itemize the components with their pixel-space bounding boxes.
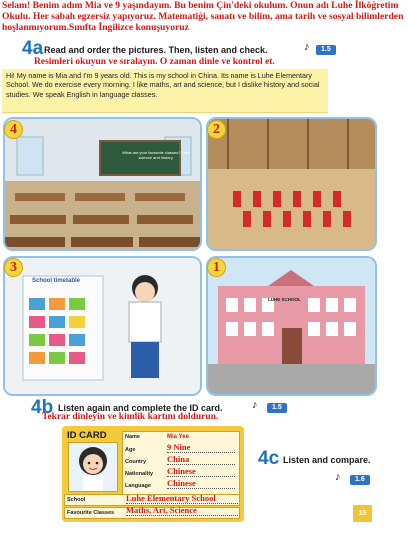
number-badge-gym: 2	[207, 120, 226, 139]
language-label: Language	[125, 483, 151, 489]
country-label: Country	[125, 459, 147, 465]
board-text: What are your favourite classes? I like science and history.	[122, 150, 190, 160]
audio-note-icon[interactable]: ♪	[304, 41, 310, 53]
name-value: Mia Yee	[167, 434, 189, 440]
picture-school-building	[206, 256, 377, 396]
school-sign-text: LUHE SCHOOL	[268, 297, 301, 302]
favourite-classes-label: Favourite Classes	[67, 510, 115, 516]
track-badge-4b[interactable]: 1.5	[267, 403, 287, 413]
timetable-title: School timetable	[32, 278, 81, 284]
section-4a-title: Read and order the pictures. Then, listen and check.	[44, 45, 268, 55]
language-field[interactable]: Chinese	[167, 479, 235, 489]
gym-illustration	[208, 119, 375, 249]
school-building-illustration	[208, 258, 375, 394]
page-number: 15	[353, 505, 372, 522]
section-4b-tag: 4b	[31, 397, 54, 418]
audio-note-icon[interactable]: ♪	[335, 471, 341, 483]
reading-passage: Hi! My name is Mia and I'm 9 years old. This is my school in China. Its name is Luhe Elementary School. We do exercise every morning. I like maths, art and science, but I dislike history and social studies. We speak English in language classes.	[2, 69, 328, 113]
school-field[interactable]: Luhe Elementary School	[126, 494, 238, 504]
section-4a-tag: 4a	[22, 38, 44, 59]
picture-gym-exercise	[206, 117, 377, 251]
number-badge-classroom: 4	[4, 120, 23, 139]
number-badge-timetable: 3	[4, 258, 23, 277]
classroom-illustration	[5, 119, 200, 249]
name-label: Name	[125, 434, 140, 440]
age-field[interactable]: 9 Nine	[167, 443, 235, 453]
section-4c-title: Listen and compare.	[283, 455, 371, 465]
id-card-title: ID CARD	[67, 430, 107, 441]
track-badge-4c[interactable]: 1.6	[350, 475, 370, 485]
translation-top-text: Selam! Benim adım Mia ve 9 yaşındayım. Bu benim Çin'deki okulum. Onun adı Luhe İlköğretim Okulu. Her sabah egzersiz yapıyoruz. Matematiği, sanatı ve bilim, ama tarih ve sosyal bilimlerden hoşlanmıyorum.Sınıfta İngilizce konuşuyoruz	[2, 0, 404, 33]
nationality-field[interactable]: Chinese	[167, 467, 235, 477]
section-4a-translation: Resimleri okuyun ve sıralayın. O zaman dinle ve kontrol et.	[34, 57, 275, 67]
favourite-classes-field[interactable]: Maths, Art, Science	[126, 506, 238, 516]
picture-timetable	[3, 256, 202, 396]
audio-note-icon[interactable]: ♪	[252, 399, 258, 411]
track-badge-4a[interactable]: 1.5	[316, 45, 336, 55]
age-label: Age	[125, 447, 136, 453]
country-field[interactable]: China	[167, 455, 235, 465]
section-4b-translation: Tekrar dinleyin ve kimlik kartını doldurun.	[42, 412, 219, 422]
picture-classroom	[3, 117, 202, 251]
section-4c-tag: 4c	[258, 448, 280, 469]
number-badge-school-building: 1	[207, 258, 226, 277]
nationality-label: Nationality	[125, 471, 154, 477]
school-label: School	[67, 497, 86, 503]
section-4b-title: Listen again and complete the ID card.	[58, 403, 223, 413]
id-card-photo	[68, 442, 118, 492]
girl-avatar-icon	[69, 443, 117, 491]
